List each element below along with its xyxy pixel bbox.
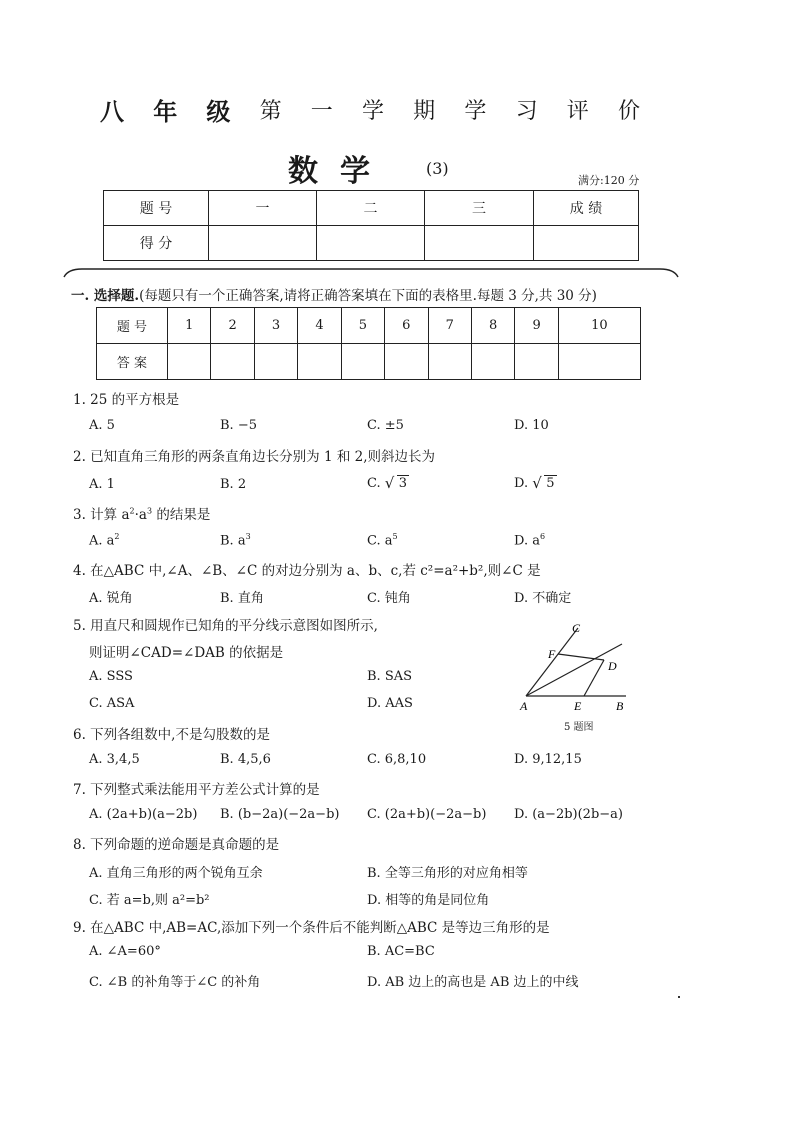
answer-cell[interactable] — [341, 344, 384, 380]
question-number-cell: 1 — [168, 308, 211, 344]
figure-caption: 5 题图 — [564, 722, 594, 733]
score-row-label: 得 分 — [104, 226, 209, 261]
answer-cell[interactable] — [515, 344, 558, 380]
subject-title: 数学 — [288, 154, 392, 189]
question-3-stem — [73, 503, 210, 523]
question-7-option-d[interactable]: D. (a−2b)(2b−a) — [514, 807, 623, 822]
answer-cell[interactable] — [211, 344, 254, 380]
radicand: 5 — [546, 476, 555, 491]
question-4-option-a[interactable]: A. 锐角 — [89, 591, 133, 606]
question-1-option-a[interactable]: A. 5 — [89, 418, 115, 433]
question-6-option-d[interactable]: D. 9,12,15 — [514, 752, 582, 767]
score-cell[interactable] — [425, 226, 534, 261]
question-2-option-a[interactable]: A. 1 — [89, 477, 115, 492]
question-number-cell: 2 — [211, 308, 254, 344]
answer-cell[interactable] — [428, 344, 471, 380]
answer-cell[interactable] — [168, 344, 211, 380]
question-8-stem: 8. 下列命题的逆命题是真命题的是 — [73, 837, 280, 853]
question-8-option-b[interactable]: B. 全等三角形的对应角相等 — [367, 866, 528, 881]
question-number-cell: 3 — [254, 308, 297, 344]
question-8-option-c[interactable]: C. 若 a=b,则 a²=b² — [89, 893, 210, 908]
title-char: 年 — [153, 96, 178, 126]
answer-row-label: 答 案 — [97, 344, 168, 380]
label-a: A — [520, 699, 528, 713]
score-header-cell: 一 — [209, 191, 317, 226]
title-char: 学 — [361, 98, 384, 124]
sqrt-symbol — [532, 476, 556, 491]
question-4-option-b[interactable]: B. 直角 — [220, 591, 264, 606]
question-6-option-c[interactable]: C. 6,8,10 — [367, 752, 427, 767]
option-text: D. a — [514, 533, 540, 549]
question-5-stem-line2: 则证明∠CAD=∠DAB 的依据是 — [89, 645, 284, 661]
score-cell[interactable] — [534, 226, 639, 261]
question-4-option-c[interactable]: C. 钝角 — [367, 591, 411, 606]
question-1-option-c[interactable]: C. ±5 — [367, 418, 404, 433]
subject-number: (3) — [426, 159, 449, 178]
question-7-stem: 7. 下列整式乘法能用平方差公式计算的是 — [73, 782, 320, 798]
stem-part: ·a — [134, 507, 147, 523]
question-1-stem: 1. 25 的平方根是 — [73, 392, 180, 408]
question-9-stem: 9. 在△ABC 中,AB=AC,添加下列一个条件后不能判断△ABC 是等边三角形的是 — [73, 920, 550, 936]
answer-table-answer-row — [97, 344, 641, 380]
question-1-option-d[interactable]: D. 10 — [514, 418, 549, 433]
answer-table-number-row — [97, 308, 641, 344]
question-7-option-a[interactable]: A. (2a+b)(a−2b) — [89, 807, 198, 822]
title-char: 第 — [259, 98, 282, 124]
question-number-cell: 4 — [298, 308, 341, 344]
question-4-stem: 4. 在△ABC 中,∠A、∠B、∠C 的对边分别为 a、b、c,若 c²=a²+b²,则∠C 是 — [73, 563, 541, 579]
question-5-option-d[interactable]: D. AAS — [367, 696, 413, 711]
option-text: C. a — [367, 533, 393, 549]
section-title-instructions: (每题只有一个正确答案,请将正确答案填在下面的表格里.每题 3 分,共 30 分) — [139, 288, 597, 304]
stem-part: 3. 计算 a — [73, 507, 130, 523]
radicand: 3 — [398, 476, 408, 491]
answer-header-label: 题 号 — [97, 308, 168, 344]
question-number-cell: 8 — [471, 308, 514, 344]
question-6-option-b[interactable]: B. 4,5,6 — [220, 752, 271, 767]
score-table — [103, 190, 639, 261]
score-header-cell: 二 — [317, 191, 425, 226]
question-9-option-c[interactable]: C. ∠B 的补角等于∠C 的补角 — [89, 975, 261, 990]
title-char: 评 — [566, 98, 589, 124]
question-5-stem-line1: 5. 用直尺和圆规作已知角的平分线示意图如图所示, — [73, 618, 378, 634]
question-5-option-a[interactable]: A. SSS — [89, 669, 133, 684]
exponent: 2 — [129, 506, 135, 516]
score-table-score-row — [104, 226, 639, 261]
question-number-cell: 10 — [558, 308, 640, 344]
question-2-option-d[interactable] — [514, 476, 557, 491]
question-number-cell: 5 — [341, 308, 384, 344]
question-3-option-b[interactable] — [220, 532, 251, 548]
score-header-cell: 成 绩 — [534, 191, 639, 226]
section-divider — [62, 268, 680, 278]
question-9-option-b[interactable]: B. AC=BC — [367, 944, 435, 959]
section-title-bold: 一. 选择题. — [71, 288, 140, 304]
question-5-option-c[interactable]: C. ASA — [89, 696, 135, 711]
answer-cell[interactable] — [254, 344, 297, 380]
title-char: 学 — [464, 98, 487, 124]
label-f: F — [548, 647, 556, 661]
option-prefix: C. — [367, 476, 381, 491]
answer-cell[interactable] — [298, 344, 341, 380]
question-9-option-a[interactable]: A. ∠A=60° — [89, 944, 161, 959]
question-number-cell: 7 — [428, 308, 471, 344]
question-number-cell: 6 — [385, 308, 428, 344]
score-cell[interactable] — [317, 226, 425, 261]
label-b: B — [616, 699, 624, 713]
angle-bisector-figure — [512, 618, 632, 728]
exam-header-title — [100, 92, 640, 126]
title-char: 习 — [515, 98, 538, 124]
ray-ac — [526, 628, 578, 696]
title-char: 一 — [310, 98, 333, 124]
question-2-option-c[interactable] — [367, 476, 409, 491]
exponent: 3 — [146, 506, 153, 516]
question-4-option-d[interactable]: D. 不确定 — [514, 591, 572, 606]
score-header-cell: 题 号 — [104, 191, 209, 226]
question-8-option-a[interactable]: A. 直角三角形的两个锐角互余 — [89, 866, 263, 881]
exponent: 2 — [114, 532, 120, 541]
question-9-option-d[interactable]: D. AB 边上的高也是 AB 边上的中线 — [367, 975, 579, 990]
exponent: 5 — [392, 532, 398, 541]
label-d: D — [608, 659, 617, 673]
title-char: 级 — [206, 96, 231, 126]
exponent: 3 — [245, 532, 251, 541]
option-text: A. a — [89, 533, 115, 549]
option-prefix: D. — [514, 476, 529, 491]
page-mark — [678, 996, 680, 998]
segment-de — [584, 660, 604, 696]
question-2-stem: 2. 已知直角三角形的两条直角边长分别为 1 和 2,则斜边长为 — [73, 449, 436, 465]
score-table-header-row — [104, 191, 639, 226]
question-5-option-b[interactable]: B. SAS — [367, 669, 413, 684]
answer-cell[interactable] — [558, 344, 640, 380]
question-3-option-d[interactable] — [514, 532, 545, 548]
option-text: B. a — [220, 533, 246, 549]
label-c: C — [572, 621, 581, 635]
question-3-option-a[interactable] — [89, 532, 120, 548]
score-header-cell: 三 — [425, 191, 534, 226]
question-2-option-b[interactable]: B. 2 — [220, 477, 247, 492]
question-6-option-a[interactable]: A. 3,4,5 — [89, 752, 140, 767]
full-score-label: 满分:120 分 — [578, 174, 640, 187]
label-e: E — [574, 699, 582, 713]
answer-table — [96, 307, 641, 380]
title-char: 八 — [100, 96, 124, 126]
section-title — [71, 284, 597, 304]
question-6-stem: 6. 下列各组数中,不是勾股数的是 — [73, 727, 270, 743]
question-1-option-b[interactable]: B. −5 — [220, 418, 257, 433]
title-char: 价 — [617, 98, 640, 124]
answer-cell[interactable] — [471, 344, 514, 380]
question-number-cell: 9 — [515, 308, 558, 344]
exponent: 6 — [539, 532, 546, 541]
question-7-option-c[interactable]: C. (2a+b)(−2a−b) — [367, 807, 487, 822]
stem-part: 的结果是 — [152, 507, 211, 523]
title-char: 期 — [413, 98, 436, 124]
question-8-option-d[interactable]: D. 相等的角是同位角 — [367, 893, 490, 908]
answer-cell[interactable] — [385, 344, 428, 380]
question-7-option-b[interactable]: B. (b−2a)(−2a−b) — [220, 807, 340, 822]
score-cell[interactable] — [209, 226, 317, 261]
question-3-option-c[interactable] — [367, 532, 398, 548]
sqrt-symbol — [385, 476, 409, 491]
